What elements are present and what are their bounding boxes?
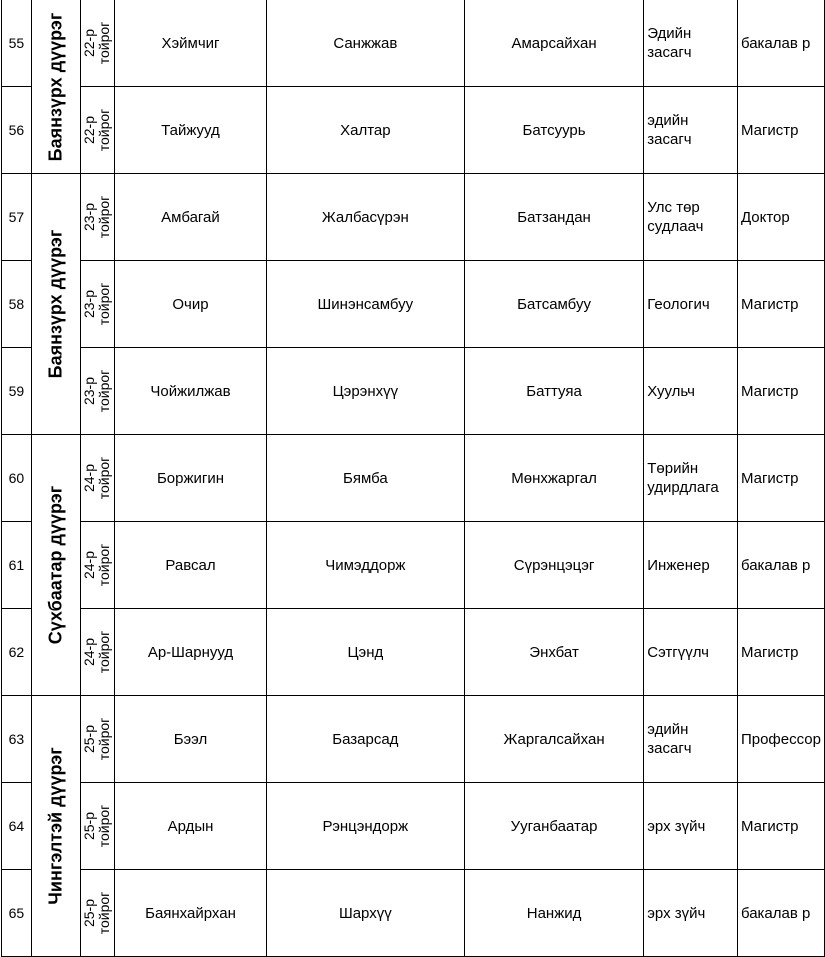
constituency-label <box>82 805 112 848</box>
constituency-cell <box>80 696 114 783</box>
profession-cell: эдийн засагч <box>644 87 738 174</box>
district-name: Чингэлтэй дүүрэг <box>45 747 66 905</box>
constituency-label <box>82 718 112 761</box>
constituency-word: тойрог <box>96 804 113 848</box>
table-row <box>2 783 825 870</box>
profession-cell: Төрийн удирдлага <box>644 435 738 522</box>
row-number: 57 <box>2 174 32 261</box>
row-number: 65 <box>2 870 32 957</box>
constituency-label <box>82 544 112 587</box>
table-body <box>2 0 825 957</box>
profession-cell: Улс төр судлаач <box>644 174 738 261</box>
row-number: 59 <box>2 348 32 435</box>
degree-cell: Магистр <box>737 261 824 348</box>
profession-cell: эдийн засагч <box>644 696 738 783</box>
degree-cell: Доктор <box>737 174 824 261</box>
table-row <box>2 435 825 522</box>
table-row <box>2 522 825 609</box>
constituency-cell <box>80 870 114 957</box>
constituency-number: 25-р <box>81 811 98 841</box>
given-name-cell: Батсамбуу <box>464 261 643 348</box>
profession-cell: Сэтгүүлч <box>644 609 738 696</box>
district-cell <box>31 696 80 957</box>
candidates-table <box>1 0 825 957</box>
table-row <box>2 348 825 435</box>
given-name-cell: Мөнхжаргал <box>464 435 643 522</box>
father-name-cell: Цэрэнхүү <box>266 348 464 435</box>
constituency-word: тойрог <box>96 282 113 326</box>
row-number: 55 <box>2 0 32 87</box>
father-name-cell: Бямба <box>266 435 464 522</box>
constituency-number: 23-р <box>81 202 98 232</box>
constituency-label <box>82 283 112 326</box>
given-name-cell: Ууганбаатар <box>464 783 643 870</box>
row-number: 56 <box>2 87 32 174</box>
table-row <box>2 696 825 783</box>
row-number: 58 <box>2 261 32 348</box>
constituency-number: 22-р <box>81 115 98 145</box>
profession-cell: Инженер <box>644 522 738 609</box>
clan-name-cell: Очир <box>115 261 267 348</box>
constituency-word: тойрог <box>96 456 113 500</box>
degree-cell: Профессор <box>737 696 824 783</box>
degree-cell: Магистр <box>737 783 824 870</box>
constituency-word: тойрог <box>96 369 113 413</box>
district-cell <box>31 174 80 435</box>
constituency-word: тойрог <box>96 543 113 587</box>
profession-cell: Геологич <box>644 261 738 348</box>
table-row <box>2 87 825 174</box>
father-name-cell: Цэнд <box>266 609 464 696</box>
clan-name-cell: Ардын <box>115 783 267 870</box>
constituency-number: 23-р <box>81 376 98 406</box>
constituency-number: 24-р <box>81 463 98 493</box>
constituency-cell <box>80 522 114 609</box>
clan-name-cell: Тайжууд <box>115 87 267 174</box>
constituency-cell <box>80 0 114 87</box>
constituency-label <box>82 196 112 239</box>
degree-cell: бакалав р <box>737 870 824 957</box>
father-name-cell: Базарсад <box>266 696 464 783</box>
table-row <box>2 174 825 261</box>
given-name-cell: Жаргалсайхан <box>464 696 643 783</box>
constituency-number: 22-р <box>81 28 98 58</box>
given-name-cell: Энхбат <box>464 609 643 696</box>
table-row <box>2 609 825 696</box>
table-row <box>2 261 825 348</box>
district-name: Баянзүрх дүүрэг <box>45 229 66 379</box>
father-name-cell: Чимэддорж <box>266 522 464 609</box>
given-name-cell: Амарсайхан <box>464 0 643 87</box>
clan-name-cell: Равсал <box>115 522 267 609</box>
given-name-cell: Баттуяа <box>464 348 643 435</box>
father-name-cell: Жалбасүрэн <box>266 174 464 261</box>
constituency-cell <box>80 348 114 435</box>
constituency-word: тойрог <box>96 21 113 65</box>
given-name-cell: Сүрэнцэцэг <box>464 522 643 609</box>
constituency-word: тойрог <box>96 195 113 239</box>
row-number: 63 <box>2 696 32 783</box>
table-row <box>2 870 825 957</box>
clan-name-cell: Хэймчиг <box>115 0 267 87</box>
constituency-number: 24-р <box>81 637 98 667</box>
clan-name-cell: Баянхайрхан <box>115 870 267 957</box>
clan-name-cell: Бээл <box>115 696 267 783</box>
profession-cell: эрх зүйч <box>644 870 738 957</box>
row-number: 60 <box>2 435 32 522</box>
constituency-number: 24-р <box>81 550 98 580</box>
clan-name-cell: Боржигин <box>115 435 267 522</box>
clan-name-cell: Ар-Шарнууд <box>115 609 267 696</box>
constituency-cell <box>80 261 114 348</box>
given-name-cell: Батсуурь <box>464 87 643 174</box>
row-number: 64 <box>2 783 32 870</box>
clan-name-cell: Чойжилжав <box>115 348 267 435</box>
degree-cell: бакалав р <box>737 522 824 609</box>
constituency-number: 25-р <box>81 724 98 754</box>
degree-cell: Магистр <box>737 87 824 174</box>
father-name-cell: Рэнцэндорж <box>266 783 464 870</box>
constituency-cell <box>80 174 114 261</box>
profession-cell: Эдийн засагч <box>644 0 738 87</box>
table-row <box>2 0 825 87</box>
constituency-word: тойрог <box>96 891 113 935</box>
constituency-label <box>82 457 112 500</box>
constituency-label <box>82 631 112 674</box>
constituency-cell <box>80 609 114 696</box>
father-name-cell: Шинэнсамбуу <box>266 261 464 348</box>
clan-name-cell: Амбагай <box>115 174 267 261</box>
constituency-word: тойрог <box>96 717 113 761</box>
constituency-label <box>82 370 112 413</box>
district-cell <box>31 0 80 174</box>
district-name: Сүхбаатар дүүрэг <box>45 485 66 645</box>
constituency-cell <box>80 87 114 174</box>
constituency-number: 25-р <box>81 898 98 928</box>
father-name-cell: Халтар <box>266 87 464 174</box>
profession-cell: Хуульч <box>644 348 738 435</box>
constituency-word: тойрог <box>96 630 113 674</box>
degree-cell: бакалав р <box>737 0 824 87</box>
constituency-label <box>82 892 112 935</box>
degree-cell: Магистр <box>737 609 824 696</box>
constituency-cell <box>80 435 114 522</box>
profession-cell: эрх зүйч <box>644 783 738 870</box>
given-name-cell: Батзандан <box>464 174 643 261</box>
district-name: Баянзүрх дүүрэг <box>45 12 66 161</box>
constituency-cell <box>80 783 114 870</box>
row-number: 61 <box>2 522 32 609</box>
degree-cell: Магистр <box>737 435 824 522</box>
father-name-cell: Санжжав <box>266 0 464 87</box>
given-name-cell: Нанжид <box>464 870 643 957</box>
degree-cell: Магистр <box>737 348 824 435</box>
constituency-label <box>82 22 112 65</box>
row-number: 62 <box>2 609 32 696</box>
constituency-number: 23-р <box>81 289 98 319</box>
constituency-word: тойрог <box>96 108 113 152</box>
district-cell <box>31 435 80 696</box>
father-name-cell: Шархүү <box>266 870 464 957</box>
constituency-label <box>82 109 112 152</box>
